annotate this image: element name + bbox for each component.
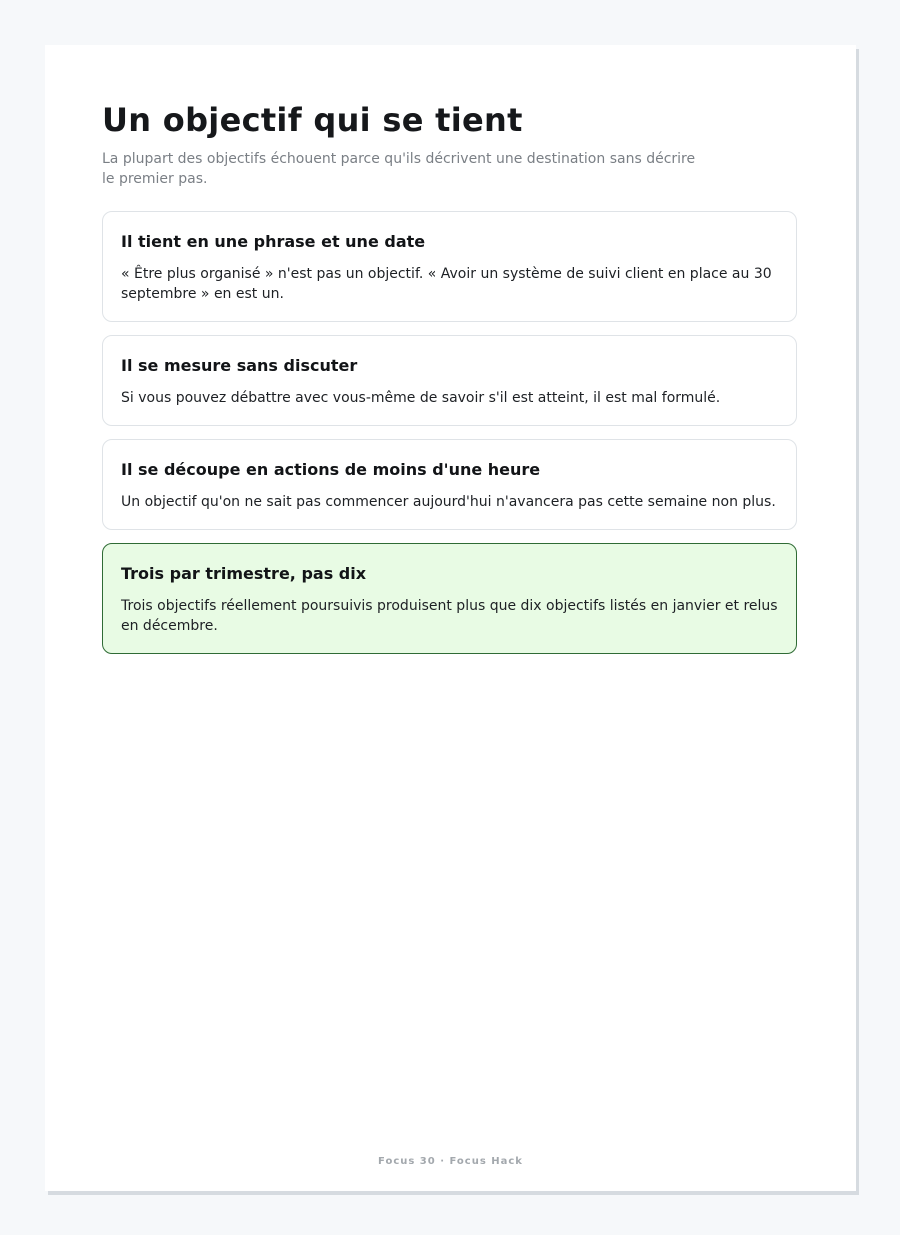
card-title: Il se mesure sans discuter xyxy=(121,356,358,375)
card-body: Si vous pouvez débattre avec vous-même de savoir s'il est atteint, il est mal formulé. xyxy=(121,390,721,406)
card-title: Il se découpe en actions de moins d'une heure xyxy=(121,460,541,479)
page-subtitle: La plupart des objectifs échouent parce qu'ils décrivent une destination sans décrire le premier pas. xyxy=(102,151,696,187)
card-body: Un objectif qu'on ne sait pas commencer aujourd'hui n'avancera pas cette semaine non plus. xyxy=(121,494,776,510)
card-body: Trois objectifs réellement poursuivis produisent plus que dix objectifs listés en janvier et relus en décembre. xyxy=(121,598,778,634)
card-body: « Être plus organisé » n'est pas un objectif. « Avoir un système de suivi client en place au 30 septembre » en est un. xyxy=(121,266,772,302)
criteria-card-three-per-quarter xyxy=(102,543,797,654)
criteria-card-actions xyxy=(102,439,797,530)
criteria-list xyxy=(102,211,797,667)
document-page xyxy=(45,45,856,1191)
criteria-card-sentence-date xyxy=(102,211,797,322)
page-title: Un objectif qui se tient xyxy=(102,101,523,139)
page-footer: Focus 30 · Focus Hack xyxy=(378,1156,523,1167)
criteria-card-measurable xyxy=(102,335,797,426)
card-title: Il tient en une phrase et une date xyxy=(121,232,426,251)
card-title: Trois par trimestre, pas dix xyxy=(121,564,367,583)
